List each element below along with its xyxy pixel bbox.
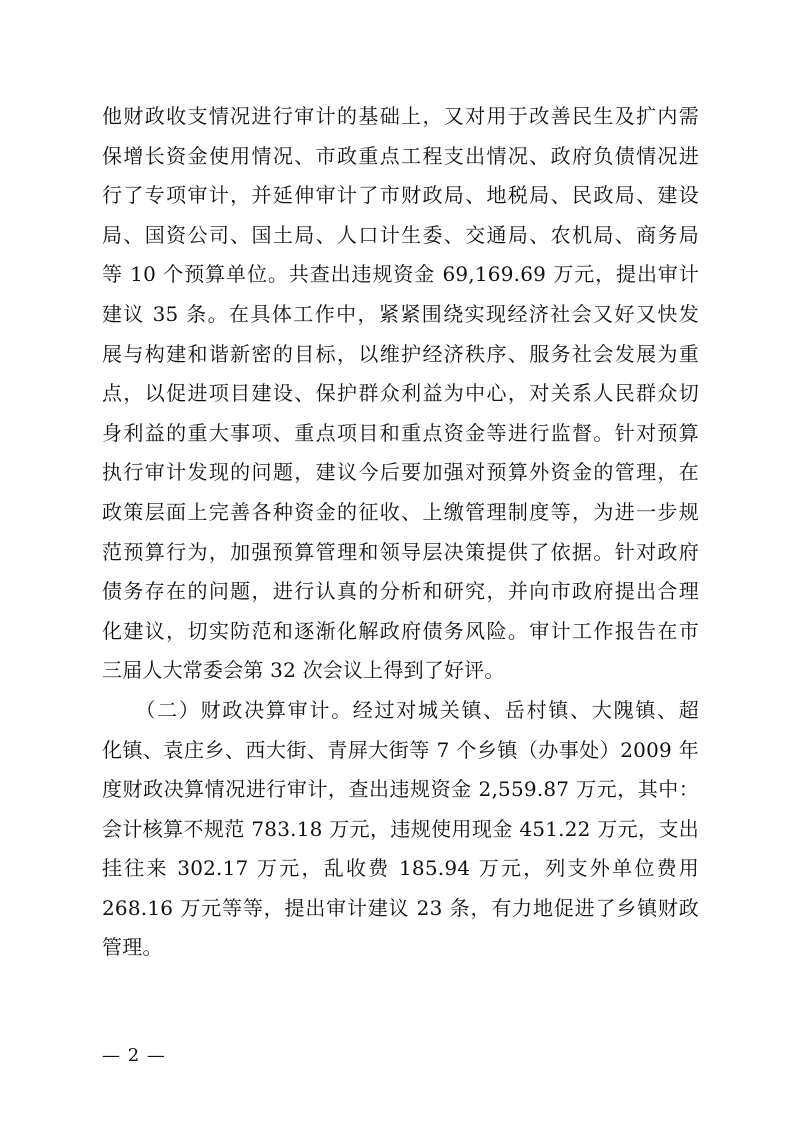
body-line-20: 挂往来 302.17 万元，乱收费 185.94 万元，列支外单位费用 — [102, 856, 699, 881]
body-line-7: 展与构建和谐新密的目标，以维护经济秩序、服务社会发展为重 — [102, 341, 699, 366]
body-line-9: 身利益的重大事项、重点项目和重点资金等进行监督。针对预算 — [102, 420, 699, 445]
body-line-3: 行了专项审计，并延伸审计了市财政局、地税局、民政局、建设 — [102, 183, 699, 208]
body-line-16: （二）财政决算审计。经过对城关镇、岳村镇、大隗镇、超 — [102, 697, 699, 722]
body-line-5: 等 10 个预算单位。共查出违规资金 69,169.69 万元，提出审计 — [102, 262, 699, 287]
body-line-4: 局、国资公司、国土局、人口计生委、交通局、农机局、商务局 — [102, 222, 699, 247]
document-body — [102, 97, 699, 968]
body-line-13: 债务存在的问题，进行认真的分析和研究，并向市政府提出合理 — [102, 579, 699, 604]
body-line-6: 建议 35 条。在具体工作中，紧紧围绕实现经济社会又好又快发 — [102, 301, 699, 326]
body-line-10: 执行审计发现的问题，建议今后要加强对预算外资金的管理，在 — [102, 460, 699, 485]
body-line-19: 会计核算不规范 783.18 万元，违规使用现金 451.22 万元，支出 — [102, 816, 699, 841]
body-line-1: 他财政收支情况进行审计的基础上，又对用于改善民生及扩内需 — [102, 104, 699, 128]
body-line-21: 268.16 万元等等，提出审计建议 23 条，有力地促进了乡镇财政 — [102, 895, 699, 920]
body-line-2: 保增长资金使用情况、市政重点工程支出情况、政府负债情况进 — [102, 143, 699, 168]
body-line-18: 度财政决算情况进行审计，查出违规资金 2,559.87 万元，其中： — [102, 777, 699, 802]
body-line-15: 三届人大常委会第 32 次会议上得到了好评。 — [102, 658, 505, 683]
body-line-17: 化镇、袁庄乡、西大街、青屏大街等 7 个乡镇（办事处）2009 年 — [102, 737, 699, 762]
body-line-14: 化建议，切实防范和逐渐化解政府债务风险。审计工作报告在市 — [102, 618, 699, 643]
body-line-11: 政策层面上完善各种资金的征收、上缴管理制度等，为进一步规 — [102, 499, 699, 524]
page-number: — 2 — — [102, 1045, 166, 1066]
body-line-22: 管理。 — [102, 935, 163, 960]
body-line-12: 范预算行为，加强预算管理和领导层决策提供了依据。针对政府 — [102, 539, 699, 564]
body-line-8: 点，以促进项目建设、保护群众利益为中心，对关系人民群众切 — [102, 381, 699, 406]
